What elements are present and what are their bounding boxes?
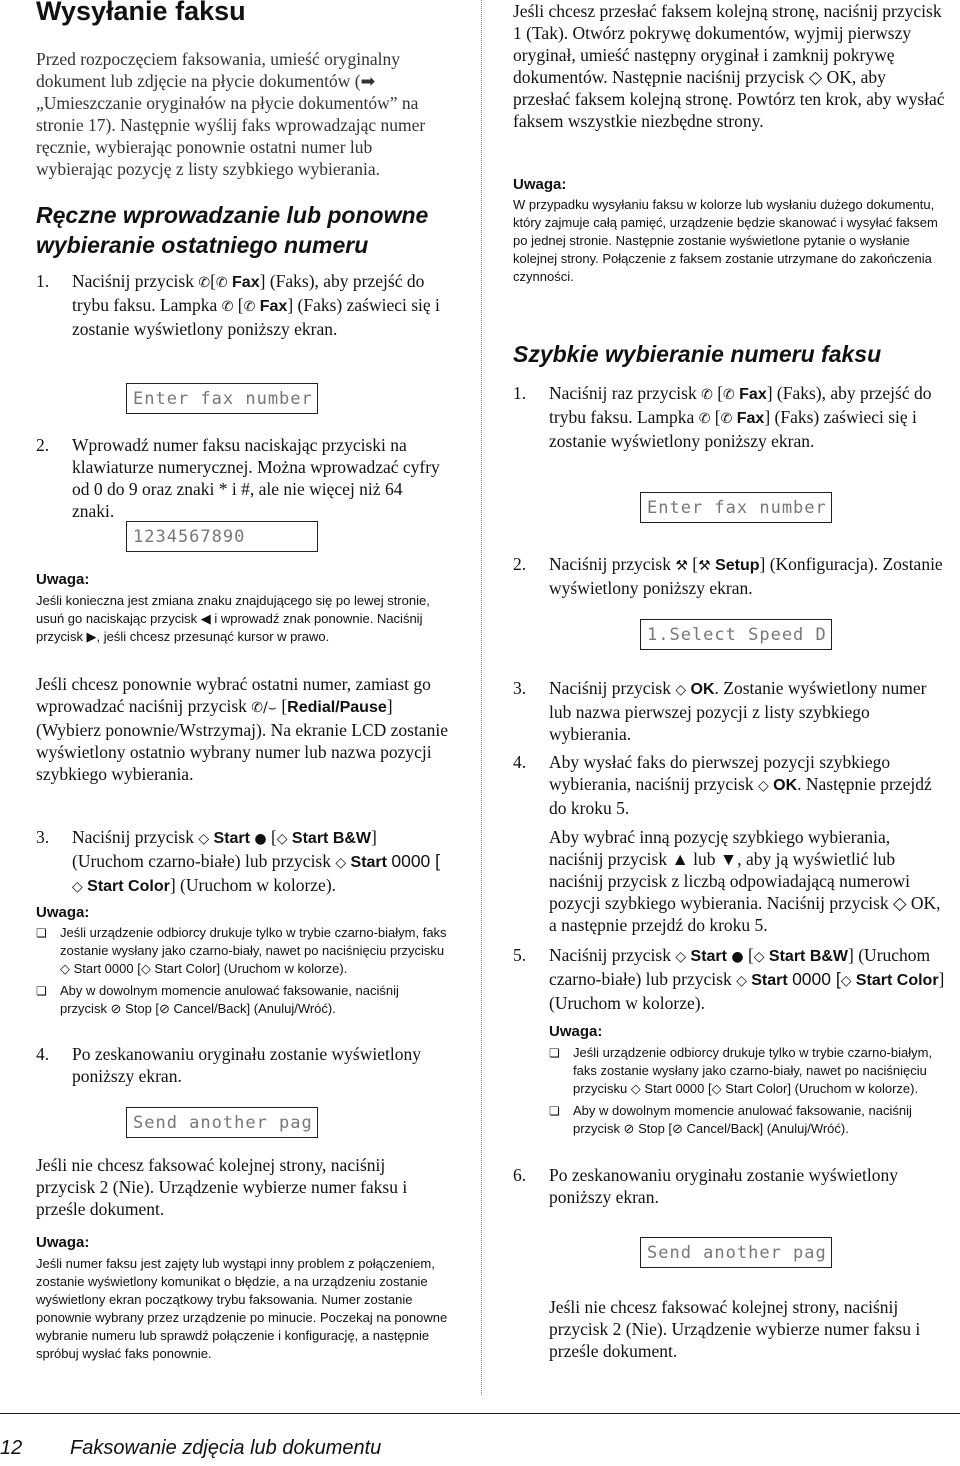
step-3 — [36, 826, 448, 898]
step-2 — [36, 434, 448, 522]
speed-step-5-text: Naciśnij przycisk ◇ Start ● [◇ Start B&W] (Uruchom czarno-białe) lub przycisk ◇ Start 0000 [◇ Start Color] (Uruchom w kolorze). — [549, 945, 945, 1013]
step-2-text: Wprowadź numer faksu naciskając przyciski na klawiaturze numerycznej. Można wprowadzać cyfry od 0 do 9 oraz znaki * i #, ale nie więcej niż 64 znaki. — [72, 435, 440, 521]
speed-step-2-text: Naciśnij przycisk ⚒ [⚒ Setup] (Konfiguracja). Zostanie wyświetlony poniższy ekran. — [549, 554, 943, 598]
speed-step-3 — [513, 677, 945, 745]
step-text-part: (Faks) zaświeci się i zostanie wyświetlony poniższy ekran. — [549, 407, 917, 451]
lcd-number: 1234567890 — [126, 521, 318, 552]
step-text-part: Aby wysłać faks do pierwszej pozycji szybkiego wybierania, naciśnij przycisk — [549, 752, 891, 794]
section-title-speed-dial: Szybkie wybieranie numeru faksu — [513, 341, 882, 367]
column-divider — [481, 0, 482, 1395]
note-bullet — [36, 924, 448, 978]
step-4 — [36, 1043, 448, 1087]
fax-icon: ✆ — [723, 387, 735, 403]
color-dots: 0000 [ — [792, 969, 841, 989]
speed-step-3-text — [549, 677, 945, 745]
step-text-part: Naciśnij przycisk — [549, 678, 671, 698]
checkbox-icon: ❏ — [549, 1104, 560, 1118]
chapter-title: Faksowanie zdjęcia lub dokumentu — [70, 1437, 382, 1459]
speed-step-6 — [513, 1164, 945, 1208]
bw-icon: ● — [254, 831, 267, 847]
step-text-part: ] (Uruchom w kolorze). — [169, 875, 337, 895]
bw-icon: ● — [731, 949, 744, 965]
lcd-select-speed: 1.Select Speed D — [640, 619, 832, 650]
speed-step-4 — [513, 751, 945, 819]
step-number: 3. — [513, 678, 527, 698]
step-number: 6. — [513, 1165, 527, 1185]
fax-icon: ✆ — [221, 299, 234, 315]
diamond-icon: ◇ — [753, 949, 765, 965]
fax-key-label: Fax — [736, 410, 765, 427]
after-speed-step-6: Jeśli nie chcesz faksować kolejnej strony, naciśnij przycisk 2 (Nie). Urządzenie wybierze numer faksu i prześle dokument. — [549, 1297, 921, 1361]
step-text-part: (Faks), aby przejść do trybu faksu. Lampka — [72, 271, 425, 315]
fax-icon: ✆ — [215, 275, 228, 291]
fax-icon: ✆ — [198, 275, 211, 291]
step-text-part: Naciśnij przycisk — [549, 554, 671, 574]
fax-icon: ✆ — [720, 411, 733, 427]
note-busy: Jeśli numer faksu jest zajęty lub wystąpi inny problem z połączeniem, zostanie wyświetlony komunikat o błędzie, a na urządzeniu zostanie wyświetlony ekran początkowy trybu faksowania. Numer zostanie ponownie wybrany przez urządzenie po minucie. Poczekaj na ponowne wybranie numeru lub sprawdź połączenie i konfigurację, a następnie spróbuj wysłać faks ponownie. — [36, 1256, 448, 1361]
note-bullet-text: Jeśli urządzenie odbiorcy drukuje tylko w trybie czarno-białym, faks zostanie wysłany jako czarno-biały, nawet po naciśnięciu przycisku ◇ Start 0000 [◇ Start Color] (Uruchom w kolorze). — [60, 925, 447, 976]
fax-key-label: Fax — [232, 274, 260, 291]
step-number: 3. — [36, 827, 50, 847]
step-1-text: Naciśnij przycisk ✆[✆ Fax] (Faks), aby przejść do trybu faksu. Lampka ✆ [✆ Fax] (Faks) zaświeci się i zostanie wyświetlony poniższy ekran. — [72, 271, 440, 339]
diamond-icon: ◇ — [72, 879, 83, 895]
checkbox-icon: ❏ — [549, 1046, 560, 1060]
step-3-text: Naciśnij przycisk ◇ Start ● [◇ Start B&W] (Uruchom czarno-białe) lub przycisk ◇ Start 0000 [◇ Start Color] (Uruchom w kolorze). — [72, 826, 448, 898]
note-label: Uwaga: — [36, 904, 90, 921]
ok-key-label: OK — [773, 777, 798, 794]
start-key-label: Start — [213, 830, 250, 847]
checkbox-icon: ❏ — [36, 926, 47, 940]
step-text-part: (Uruchom czarno-białe) lub przycisk — [549, 945, 931, 989]
note-label: Uwaga: — [513, 176, 567, 193]
start-color-key-label: Start Color — [855, 972, 939, 989]
note-list — [549, 1044, 945, 1138]
step-text-part: . Zostanie wyświetlony numer lub nazwa pierwszej pozycji z listy szybkiego wybierania. — [549, 678, 927, 744]
note-color: W przypadku wysyłaniu faksu w kolorze lub wysłaniu dużego dokumentu, który zajmuje całą pamięć, urządzenie będzie skanować i wysyłać faksem po jednej stronie. Następnie zostanie wyświetlone pytanie o wysłanie kolejnej strony. Połączenie z faksem zostanie utrzymane do zakończenia czynności. — [513, 197, 938, 284]
step-text-part: Naciśnij przycisk — [72, 271, 194, 291]
speed-step-4-text — [549, 751, 945, 819]
step-text-part: ] (Uruchom w kolorze). — [549, 969, 945, 1013]
step-number: 2. — [513, 554, 527, 574]
setup-icon: ⚒ — [698, 558, 711, 574]
continuation-paragraph: Jeśli chcesz przesłać faksem kolejną stronę, naciśnij przycisk 1 (Tak). Otwórz pokrywę dokumentów, wyjmij pierwszy oryginał, umieść następny oryginał i zamknij pokrywę dokumentów. Następnie naciśnij przycisk ◇ OK, aby przesłać faksem kolejną stronę. Powtórz ten krok, aby wysłać faksem wszystkie niezbędne strony. — [513, 1, 945, 131]
note-bullet — [549, 1044, 945, 1098]
step-text-part: Naciśnij przycisk — [72, 827, 194, 847]
fax-icon: ✆ — [243, 299, 256, 315]
page-number: 12 — [0, 1437, 23, 1459]
note-bullet-text: Aby w dowolnym momencie anulować faksowanie, naciśnij przycisk ⊘ Stop [⊘ Cancel/Back] (Anuluj/Wróć). — [60, 983, 399, 1016]
step-text-part: Naciśnij raz przycisk — [549, 383, 697, 403]
note-list — [36, 924, 448, 1018]
start-bw-key-label: Start B&W — [291, 830, 372, 847]
step-text-part: Naciśnij przycisk — [549, 945, 671, 965]
speed-step-1-text: Naciśnij raz przycisk ✆ [✆ Fax] (Faks), aby przejść do trybu faksu. Lampka ✆ [✆ Fax] (Faks) zaświeci się i zostanie wyświetlony poniższy ekran. — [549, 383, 932, 451]
start-color-key-label: Start Color — [87, 878, 170, 895]
speed-step-6-text: Po zeskanowaniu oryginału zostanie wyświetlony poniższy ekran. — [549, 1165, 898, 1207]
step-text-part: . Następnie przejdź do kroku 5. — [549, 774, 932, 818]
step-number: 4. — [513, 752, 527, 772]
step-text-part: (Uruchom czarno-białe) lub przycisk — [72, 851, 331, 871]
note-label: Uwaga: — [36, 571, 90, 588]
start-key-label: Start — [690, 948, 727, 965]
intro-paragraph: Przed rozpoczęciem faksowania, umieść oryginalny dokument lub zdjęcie na płycie dokumentów (➡ „Umieszczanie oryginałów na płycie dokumentów” na stronie 17). Następnie wyślij faks wprowadzając numer ręcznie, wybierając ponownie ostatni numer lub wybierając pozycję z listy szybkiego wybierania. — [36, 49, 426, 179]
page-title: Wysyłanie faksu — [36, 0, 246, 26]
step-text-part: (Konfiguracja). Zostanie wyświetlony poniższy ekran. — [549, 554, 943, 598]
redial-paragraph: Jeśli chcesz ponownie wybrać ostatni numer, zamiast go wprowadzać naciśnij przycisk ✆/⌣ [Redial/Pause] (Wybierz ponownie/Wstrzymaj). Na ekranie LCD zostanie wyświetlony ostatnio wybrany numer lub nazwa pozycji szybkiego wybierania. — [36, 674, 448, 784]
diamond-icon: ◇ — [335, 855, 347, 871]
speed-step-4-extra: Aby wybrać inną pozycję szybkiego wybierania, naciśnij przycisk ▲ lub ▼, aby ją wyświetlić lub naciśnij przycisk z liczbą odpowiadającą numerowi pozycji szybkiego wybierania. Naciśnij przycisk ◇ OK, a następnie przejdź do kroku 5. — [549, 827, 941, 935]
lcd-send-another: Send another pag — [126, 1107, 318, 1138]
start-bw-key-label: Start B&W — [768, 948, 849, 965]
redial-key-label: Redial/Pause — [287, 699, 387, 716]
fax-key-label: Fax — [259, 298, 288, 315]
step-number: 5. — [513, 945, 527, 965]
speed-step-1 — [513, 382, 945, 452]
setup-icon: ⚒ — [675, 558, 688, 574]
start-key-label: Start — [751, 972, 788, 989]
lcd-enter-fax-number: Enter fax number — [126, 383, 318, 414]
note-label: Uwaga: — [36, 1234, 90, 1251]
speed-step-2 — [513, 553, 945, 599]
color-dots: 0000 [ — [391, 851, 441, 871]
setup-key-label: Setup — [715, 557, 760, 574]
redial-text: (Wybierz ponownie/Wstrzymaj). Na ekranie LCD zostanie wyświetlony ostatnio wybrany numer lub nazwa pozycji szybkiego wybierania. — [36, 720, 448, 784]
page-footer — [0, 1413, 960, 1459]
diamond-icon: ◇ — [840, 973, 852, 989]
diamond-icon: ◇ — [757, 778, 769, 794]
note-bullet — [36, 982, 448, 1018]
step-number: 1. — [36, 271, 50, 291]
step-number: 1. — [513, 383, 527, 403]
diamond-icon: ◇ — [675, 682, 687, 698]
diamond-icon: ◇ — [675, 949, 687, 965]
note-cursor: Jeśli konieczna jest zmiana znaku znajdującego się po lewej stronie, usuń go naciskając przycisk ◀ i wprowadź znak ponownie. Naciśnij przycisk ▶, jeśli chcesz przesunąć kursor w prawo. — [36, 593, 430, 644]
start-key-label: Start — [350, 854, 387, 871]
diamond-icon: ◇ — [276, 831, 288, 847]
redial-icon: ✆/⌣ — [251, 700, 277, 716]
note-label: Uwaga: — [549, 1023, 603, 1040]
note-bullet — [549, 1102, 945, 1138]
ok-key-label: OK — [690, 681, 715, 698]
step-1 — [36, 270, 448, 340]
fax-icon: ✆ — [701, 387, 713, 403]
checkbox-icon: ❏ — [36, 984, 47, 998]
diamond-icon: ◇ — [198, 831, 210, 847]
step-text-part: (Faks) zaświeci się i zostanie wyświetlony poniższy ekran. — [72, 295, 440, 339]
step-4-text: Po zeskanowaniu oryginału zostanie wyświetlony poniższy ekran. — [72, 1044, 421, 1086]
lcd-send-another: Send another pag — [640, 1237, 832, 1268]
diamond-icon: ◇ — [736, 973, 747, 989]
step-text-part: (Faks), aby przejść do trybu faksu. Lampka — [549, 383, 932, 427]
fax-key-label: Fax — [739, 386, 767, 403]
after-step-4: Jeśli nie chcesz faksować kolejnej strony, naciśnij przycisk 2 (Nie). Urządzenie wybierze numer faksu i prześle dokument. — [36, 1155, 408, 1219]
fax-icon: ✆ — [698, 411, 711, 427]
note-bullet-text: Aby w dowolnym momencie anulować faksowanie, naciśnij przycisk ⊘ Stop [⊘ Cancel/Back] (Anuluj/Wróć). — [573, 1103, 912, 1136]
redial-text: Jeśli chcesz ponownie wybrać ostatni numer, zamiast go wprowadzać naciśnij przycisk — [36, 674, 431, 716]
speed-step-5 — [513, 944, 945, 1014]
note-bullet-text: Jeśli urządzenie odbiorcy drukuje tylko w trybie czarno-białym, faks zostanie wysłany jako czarno-biały, nawet po naciśnięciu przycisku ◇ Start 0000 [◇ Start Color] (Uruchom w kolorze). — [573, 1045, 933, 1096]
section-title-manual: Ręczne wprowadzanie lub ponowne wybieranie ostatniego numeru — [36, 202, 429, 258]
step-number: 4. — [36, 1044, 50, 1064]
lcd-enter-fax-number: Enter fax number — [640, 492, 832, 523]
step-number: 2. — [36, 435, 50, 455]
